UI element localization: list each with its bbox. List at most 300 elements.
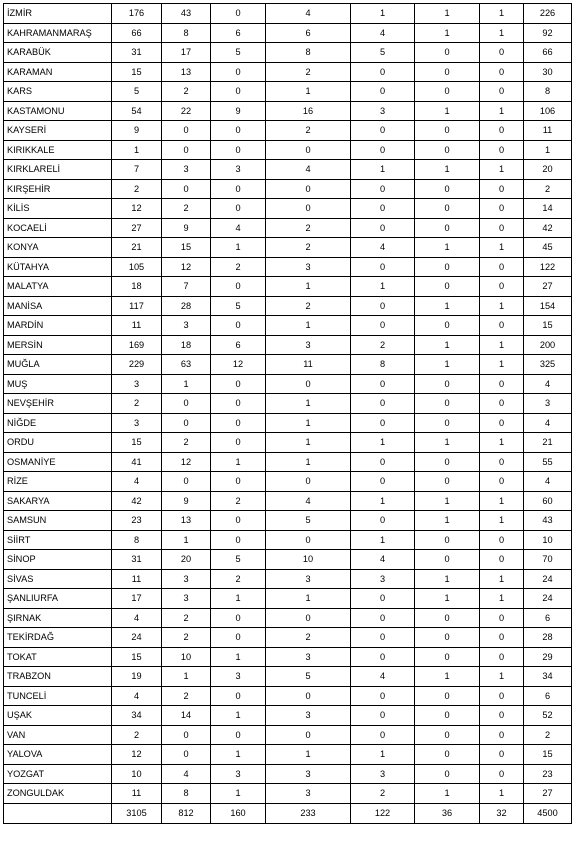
value-cell: 0	[351, 472, 415, 492]
value-cell: 1	[211, 238, 266, 258]
value-cell: 1	[266, 589, 351, 609]
value-cell: 0	[266, 140, 351, 160]
table-row	[4, 550, 572, 570]
value-cell: 0	[415, 257, 480, 277]
value-cell: 41	[112, 452, 162, 472]
value-cell: 0	[415, 530, 480, 550]
value-cell: 27	[112, 218, 162, 238]
value-cell: 0	[162, 725, 211, 745]
value-cell: 0	[480, 550, 524, 570]
value-cell: 4	[524, 413, 572, 433]
value-cell: 1	[211, 452, 266, 472]
value-cell: 3	[266, 335, 351, 355]
value-cell: 2	[351, 335, 415, 355]
table-row	[4, 355, 572, 375]
value-cell: 0	[211, 82, 266, 102]
value-cell: 1	[524, 140, 572, 160]
value-cell: 1	[351, 530, 415, 550]
value-cell: 0	[351, 394, 415, 414]
value-cell: 0	[211, 511, 266, 531]
province-name-cell: MERSİN	[4, 335, 112, 355]
value-cell: 2	[266, 296, 351, 316]
value-cell: 66	[524, 43, 572, 63]
value-cell: 3	[162, 589, 211, 609]
value-cell: 1	[415, 433, 480, 453]
value-cell: 1	[351, 277, 415, 297]
table-row	[4, 491, 572, 511]
value-cell: 1	[162, 374, 211, 394]
value-cell: 24	[524, 569, 572, 589]
value-cell: 2	[266, 238, 351, 258]
table-row	[4, 745, 572, 765]
value-cell: 0	[415, 316, 480, 336]
value-cell: 1	[415, 355, 480, 375]
value-cell: 14	[524, 199, 572, 219]
value-cell: 28	[524, 628, 572, 648]
value-cell: 2	[266, 62, 351, 82]
value-cell: 43	[162, 4, 211, 24]
value-cell: 1	[266, 413, 351, 433]
value-cell: 0	[415, 413, 480, 433]
value-cell: 1	[480, 589, 524, 609]
value-cell: 4	[524, 472, 572, 492]
value-cell: 60	[524, 491, 572, 511]
table-row	[4, 374, 572, 394]
table-row	[4, 140, 572, 160]
value-cell: 6	[524, 686, 572, 706]
value-cell: 0	[480, 62, 524, 82]
value-cell: 7	[112, 160, 162, 180]
value-cell: 0	[266, 179, 351, 199]
table-row	[4, 589, 572, 609]
value-cell: 0	[480, 452, 524, 472]
value-cell: 0	[480, 472, 524, 492]
value-cell: 3	[266, 764, 351, 784]
value-cell: 0	[162, 472, 211, 492]
table-row	[4, 686, 572, 706]
value-cell: 3	[162, 569, 211, 589]
value-cell: 0	[415, 62, 480, 82]
value-cell: 0	[480, 745, 524, 765]
value-cell: 11	[112, 569, 162, 589]
value-cell: 5	[266, 667, 351, 687]
value-cell: 1	[266, 82, 351, 102]
value-cell: 0	[480, 43, 524, 63]
value-cell: 1	[266, 452, 351, 472]
province-name-cell: NEVŞEHİR	[4, 394, 112, 414]
value-cell: 0	[480, 764, 524, 784]
value-cell: 0	[415, 121, 480, 141]
value-cell: 1	[415, 589, 480, 609]
value-cell: 0	[351, 647, 415, 667]
value-cell: 1	[480, 335, 524, 355]
value-cell: 0	[351, 608, 415, 628]
province-name-cell: MALATYA	[4, 277, 112, 297]
value-cell: 3	[266, 706, 351, 726]
value-cell: 6	[524, 608, 572, 628]
value-cell: 0	[266, 725, 351, 745]
value-cell: 229	[112, 355, 162, 375]
table-row	[4, 335, 572, 355]
value-cell: 45	[524, 238, 572, 258]
value-cell: 1	[480, 296, 524, 316]
value-cell: 1	[480, 784, 524, 804]
value-cell: 16	[266, 101, 351, 121]
value-cell: 20	[162, 550, 211, 570]
value-cell: 1	[480, 667, 524, 687]
value-cell: 0	[480, 199, 524, 219]
value-cell: 0	[266, 530, 351, 550]
value-cell: 1	[480, 511, 524, 531]
value-cell: 1	[480, 569, 524, 589]
value-cell: 2	[112, 394, 162, 414]
value-cell: 42	[112, 491, 162, 511]
value-cell: 0	[480, 316, 524, 336]
value-cell: 0	[351, 589, 415, 609]
value-cell: 21	[524, 433, 572, 453]
value-cell: 1	[266, 394, 351, 414]
value-cell: 3	[266, 569, 351, 589]
province-name-cell: TRABZON	[4, 667, 112, 687]
table-row	[4, 394, 572, 414]
value-cell: 0	[351, 511, 415, 531]
value-cell: 0	[415, 745, 480, 765]
value-cell: 10	[266, 550, 351, 570]
value-cell: 0	[415, 179, 480, 199]
value-cell: 3	[524, 394, 572, 414]
value-cell: 12	[112, 199, 162, 219]
value-cell: 54	[112, 101, 162, 121]
table-row	[4, 784, 572, 804]
value-cell: 0	[351, 628, 415, 648]
table-row	[4, 257, 572, 277]
value-cell: 4	[112, 608, 162, 628]
value-cell: 3	[112, 374, 162, 394]
value-cell: 4	[351, 23, 415, 43]
value-cell: 0	[415, 647, 480, 667]
table-row	[4, 667, 572, 687]
value-cell: 2	[162, 686, 211, 706]
value-cell: 13	[162, 62, 211, 82]
value-cell: 92	[524, 23, 572, 43]
value-cell: 30	[524, 62, 572, 82]
value-cell: 17	[112, 589, 162, 609]
province-name-cell: YOZGAT	[4, 764, 112, 784]
value-cell: 5	[211, 550, 266, 570]
value-cell: 43	[524, 511, 572, 531]
table-row	[4, 433, 572, 453]
value-cell: 0	[415, 277, 480, 297]
table-row	[4, 472, 572, 492]
value-cell: 11	[112, 316, 162, 336]
value-cell: 1	[211, 589, 266, 609]
value-cell: 0	[351, 706, 415, 726]
value-cell: 0	[415, 43, 480, 63]
value-cell: 3	[211, 764, 266, 784]
value-cell: 0	[351, 413, 415, 433]
value-cell: 0	[415, 199, 480, 219]
value-cell: 1	[351, 4, 415, 24]
value-cell: 3	[211, 667, 266, 687]
province-name-cell: TEKİRDAĞ	[4, 628, 112, 648]
value-cell: 0	[162, 121, 211, 141]
value-cell: 8	[162, 23, 211, 43]
value-cell: 1	[415, 4, 480, 24]
value-cell: 117	[112, 296, 162, 316]
value-cell: 0	[415, 82, 480, 102]
value-cell: 0	[480, 706, 524, 726]
value-cell: 0	[415, 725, 480, 745]
value-cell: 0	[480, 140, 524, 160]
value-cell: 1	[415, 784, 480, 804]
value-cell: 18	[112, 277, 162, 297]
table-row	[4, 4, 572, 24]
value-cell: 2	[162, 433, 211, 453]
total-value-cell: 812	[162, 803, 211, 823]
value-cell: 42	[524, 218, 572, 238]
value-cell: 0	[211, 374, 266, 394]
value-cell: 0	[480, 725, 524, 745]
total-value-cell: 4500	[524, 803, 572, 823]
total-value-cell: 32	[480, 803, 524, 823]
value-cell: 0	[351, 82, 415, 102]
value-cell: 4	[351, 667, 415, 687]
value-cell: 5	[211, 296, 266, 316]
value-cell: 15	[112, 62, 162, 82]
value-cell: 9	[162, 491, 211, 511]
value-cell: 1	[415, 335, 480, 355]
value-cell: 0	[480, 608, 524, 628]
value-cell: 4	[266, 160, 351, 180]
value-cell: 2	[211, 569, 266, 589]
value-cell: 5	[351, 43, 415, 63]
value-cell: 0	[480, 218, 524, 238]
province-name-cell: RİZE	[4, 472, 112, 492]
province-name-cell: KARABÜK	[4, 43, 112, 63]
value-cell: 4	[351, 238, 415, 258]
province-name-cell: UŞAK	[4, 706, 112, 726]
value-cell: 9	[162, 218, 211, 238]
value-cell: 4	[211, 218, 266, 238]
value-cell: 0	[211, 725, 266, 745]
value-cell: 3	[351, 101, 415, 121]
value-cell: 15	[162, 238, 211, 258]
value-cell: 1	[480, 23, 524, 43]
table-row	[4, 199, 572, 219]
province-name-cell: KÜTAHYA	[4, 257, 112, 277]
value-cell: 0	[351, 316, 415, 336]
value-cell: 0	[266, 472, 351, 492]
value-cell: 169	[112, 335, 162, 355]
province-name-cell: SAMSUN	[4, 511, 112, 531]
province-name-cell: MARDİN	[4, 316, 112, 336]
value-cell: 55	[524, 452, 572, 472]
table-row	[4, 238, 572, 258]
province-name-cell: OSMANİYE	[4, 452, 112, 472]
table-row	[4, 530, 572, 550]
table-row	[4, 764, 572, 784]
value-cell: 0	[415, 628, 480, 648]
value-cell: 1	[480, 101, 524, 121]
value-cell: 3	[266, 647, 351, 667]
value-cell: 63	[162, 355, 211, 375]
province-name-cell: ŞANLIURFA	[4, 589, 112, 609]
value-cell: 1	[480, 238, 524, 258]
value-cell: 0	[415, 374, 480, 394]
value-cell: 0	[162, 179, 211, 199]
value-cell: 2	[211, 257, 266, 277]
value-cell: 11	[266, 355, 351, 375]
value-cell: 154	[524, 296, 572, 316]
value-cell: 0	[211, 140, 266, 160]
value-cell: 19	[112, 667, 162, 687]
value-cell: 0	[351, 199, 415, 219]
value-cell: 0	[162, 140, 211, 160]
value-cell: 7	[162, 277, 211, 297]
value-cell: 15	[112, 647, 162, 667]
value-cell: 0	[211, 4, 266, 24]
value-cell: 176	[112, 4, 162, 24]
province-name-cell: KİLİS	[4, 199, 112, 219]
value-cell: 23	[112, 511, 162, 531]
value-cell: 0	[415, 764, 480, 784]
totals-row	[4, 803, 572, 823]
value-cell: 3	[351, 569, 415, 589]
value-cell: 1	[415, 101, 480, 121]
value-cell: 18	[162, 335, 211, 355]
value-cell: 0	[415, 452, 480, 472]
value-cell: 0	[480, 394, 524, 414]
province-name-cell: TUNCELİ	[4, 686, 112, 706]
table-body	[4, 4, 572, 824]
value-cell: 31	[112, 550, 162, 570]
value-cell: 12	[162, 257, 211, 277]
province-name-cell: MUĞLA	[4, 355, 112, 375]
value-cell: 0	[211, 608, 266, 628]
table-row	[4, 511, 572, 531]
value-cell: 0	[351, 296, 415, 316]
value-cell: 28	[162, 296, 211, 316]
value-cell: 2	[524, 179, 572, 199]
value-cell: 10	[112, 764, 162, 784]
value-cell: 1	[266, 277, 351, 297]
value-cell: 15	[524, 316, 572, 336]
value-cell: 0	[211, 433, 266, 453]
province-name-cell: SAKARYA	[4, 491, 112, 511]
value-cell: 0	[480, 82, 524, 102]
value-cell: 20	[524, 160, 572, 180]
value-cell: 12	[162, 452, 211, 472]
province-name-cell: VAN	[4, 725, 112, 745]
value-cell: 1	[480, 4, 524, 24]
value-cell: 31	[112, 43, 162, 63]
province-name-cell: MUŞ	[4, 374, 112, 394]
value-cell: 2	[162, 82, 211, 102]
value-cell: 0	[480, 686, 524, 706]
value-cell: 2	[266, 218, 351, 238]
province-name-cell: KONYA	[4, 238, 112, 258]
value-cell: 0	[162, 745, 211, 765]
value-cell: 0	[415, 686, 480, 706]
value-cell: 0	[480, 647, 524, 667]
value-cell: 4	[112, 686, 162, 706]
value-cell: 0	[415, 706, 480, 726]
value-cell: 34	[112, 706, 162, 726]
value-cell: 0	[480, 530, 524, 550]
value-cell: 0	[211, 628, 266, 648]
value-cell: 0	[415, 550, 480, 570]
value-cell: 0	[211, 472, 266, 492]
value-cell: 1	[415, 491, 480, 511]
table-row	[4, 706, 572, 726]
value-cell: 0	[415, 608, 480, 628]
value-cell: 0	[351, 257, 415, 277]
province-name-cell: SİNOP	[4, 550, 112, 570]
table-row	[4, 179, 572, 199]
value-cell: 0	[351, 179, 415, 199]
value-cell: 8	[162, 784, 211, 804]
value-cell: 6	[211, 23, 266, 43]
value-cell: 8	[266, 43, 351, 63]
table-row	[4, 101, 572, 121]
value-cell: 1	[415, 569, 480, 589]
province-name-cell: MANİSA	[4, 296, 112, 316]
province-table	[3, 3, 572, 824]
value-cell: 0	[266, 199, 351, 219]
value-cell: 122	[524, 257, 572, 277]
value-cell: 1	[415, 238, 480, 258]
value-cell: 8	[112, 530, 162, 550]
value-cell: 0	[480, 277, 524, 297]
value-cell: 0	[211, 199, 266, 219]
value-cell: 27	[524, 277, 572, 297]
table-row	[4, 569, 572, 589]
value-cell: 15	[112, 433, 162, 453]
value-cell: 34	[524, 667, 572, 687]
value-cell: 9	[211, 101, 266, 121]
value-cell: 106	[524, 101, 572, 121]
province-name-cell: TOKAT	[4, 647, 112, 667]
value-cell: 2	[112, 725, 162, 745]
province-name-cell: ZONGULDAK	[4, 784, 112, 804]
value-cell: 1	[266, 745, 351, 765]
table-row	[4, 725, 572, 745]
table-row	[4, 121, 572, 141]
value-cell: 0	[211, 179, 266, 199]
province-name-cell: KASTAMONU	[4, 101, 112, 121]
value-cell: 3	[112, 413, 162, 433]
value-cell: 1	[266, 433, 351, 453]
value-cell: 0	[211, 686, 266, 706]
value-cell: 1	[266, 316, 351, 336]
value-cell: 1	[211, 647, 266, 667]
value-cell: 5	[266, 511, 351, 531]
value-cell: 0	[480, 179, 524, 199]
value-cell: 1	[211, 745, 266, 765]
value-cell: 8	[524, 82, 572, 102]
value-cell: 6	[211, 335, 266, 355]
value-cell: 3	[162, 316, 211, 336]
value-cell: 0	[211, 277, 266, 297]
value-cell: 2	[211, 491, 266, 511]
value-cell: 11	[112, 784, 162, 804]
table-row	[4, 413, 572, 433]
value-cell: 1	[415, 511, 480, 531]
value-cell: 105	[112, 257, 162, 277]
table-row	[4, 62, 572, 82]
statistics-sheet	[3, 3, 572, 824]
value-cell: 0	[211, 394, 266, 414]
